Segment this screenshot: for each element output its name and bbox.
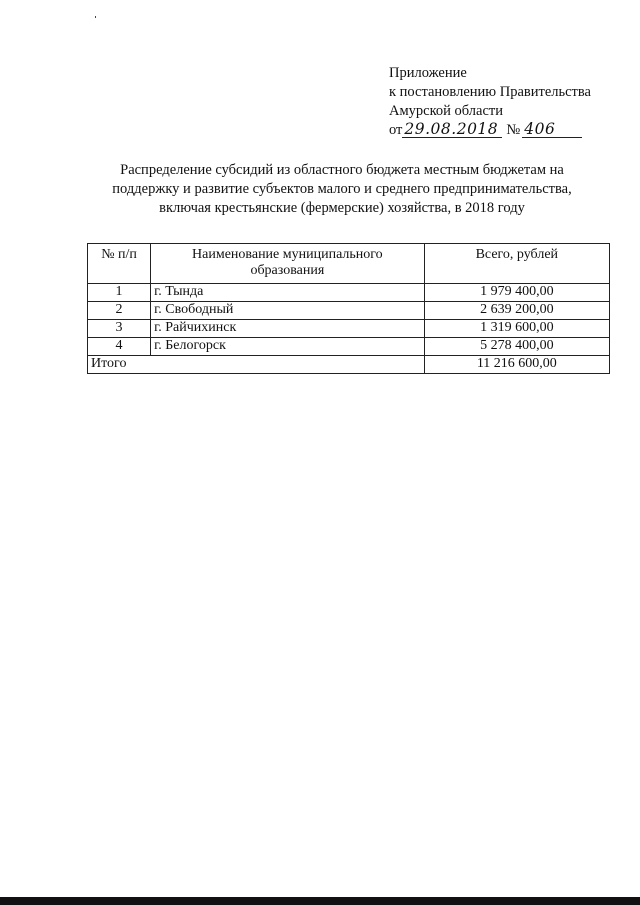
table-row bbox=[88, 284, 610, 302]
table-header-row bbox=[88, 244, 610, 284]
column-header-number: № п/п bbox=[88, 244, 151, 284]
order-number: 406 bbox=[522, 121, 582, 138]
order-prefix: от bbox=[389, 122, 403, 138]
table-body bbox=[88, 284, 610, 374]
order-date: 29.08.2018 bbox=[402, 121, 502, 138]
order-number-sign: № bbox=[506, 122, 521, 138]
title-line-3: включая крестьянские (фермерские) хозяйства, в 2018 году bbox=[159, 200, 525, 216]
municipality-name: г. Свободный bbox=[151, 302, 425, 320]
resolution-reference: к постановлению Правительства bbox=[389, 84, 591, 100]
appendix-label: Приложение bbox=[389, 65, 467, 81]
document-title bbox=[72, 161, 612, 218]
title-line-1: Распределение субсидий из областного бюджета местным бюджетам на bbox=[120, 162, 564, 178]
table-header bbox=[88, 244, 610, 284]
row-number: 1 bbox=[88, 284, 151, 302]
subsidy-amount: 2 639 200,00 bbox=[424, 302, 609, 320]
row-number: 4 bbox=[88, 338, 151, 356]
scan-bottom-edge bbox=[0, 897, 640, 905]
appendix-header bbox=[389, 64, 629, 140]
scan-artifact bbox=[95, 16, 96, 18]
table-row bbox=[88, 320, 610, 338]
table-row bbox=[88, 302, 610, 320]
municipality-name: г. Тында bbox=[151, 284, 425, 302]
total-label: Итого bbox=[88, 356, 425, 374]
order-line bbox=[389, 121, 629, 140]
municipality-name: г. Райчихинск bbox=[151, 320, 425, 338]
row-number: 2 bbox=[88, 302, 151, 320]
table-row bbox=[88, 338, 610, 356]
total-amount: 11 216 600,00 bbox=[424, 356, 609, 374]
title-line-2: поддержку и развитие субъектов малого и среднего предпринимательства, bbox=[112, 181, 572, 197]
municipality-name: г. Белогорск bbox=[151, 338, 425, 356]
region-name: Амурской области bbox=[389, 103, 503, 119]
column-header-name: Наименование муниципального образования bbox=[151, 244, 425, 284]
subsidy-table bbox=[87, 243, 610, 374]
subsidy-amount: 1 319 600,00 bbox=[424, 320, 609, 338]
column-header-total: Всего, рублей bbox=[424, 244, 609, 284]
row-number: 3 bbox=[88, 320, 151, 338]
subsidy-amount: 1 979 400,00 bbox=[424, 284, 609, 302]
total-row bbox=[88, 356, 610, 374]
subsidy-amount: 5 278 400,00 bbox=[424, 338, 609, 356]
